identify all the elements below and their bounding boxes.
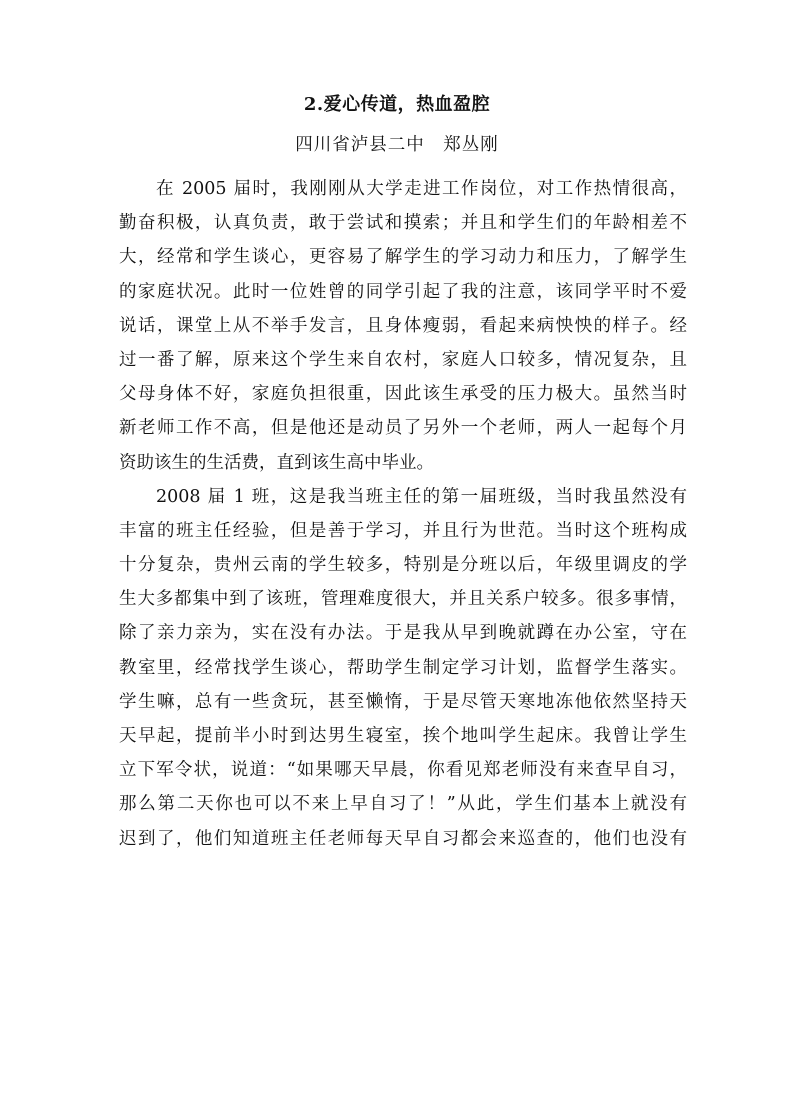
- article-title: 2.爱心传道，热血盈腔: [303, 94, 491, 115]
- text-line: 生大多都集中到了该班，管理难度很大，并且关系户较多。很多事情，: [119, 589, 687, 610]
- text-line: 立下军令状，说道：“如果哪天早晨，你看见郑老师没有来查早自习，: [119, 760, 687, 781]
- author-byline: 四川省泸县二中 郑丛刚: [295, 135, 499, 155]
- text-line: 迟到了，他们知道班主任老师每天早自习都会来巡查的，他们也没有: [119, 828, 687, 849]
- paragraph: [119, 480, 687, 856]
- text-line: 大，经常和学生谈心，更容易了解学生的学习动力和压力，了解学生: [119, 247, 687, 268]
- text-line: 的家庭状况。此时一位姓曾的同学引起了我的注意，该同学平时不爱: [119, 281, 687, 302]
- text-line: 在 2005 届时，我刚刚从大学走进工作岗位，对工作热情很高，: [156, 179, 687, 199]
- text-line: 说话，课堂上从不举手发言，且身体瘦弱，看起来病怏怏的样子。经: [119, 315, 687, 336]
- text-line: 2008 届 1 班，这是我当班主任的第一届班级，当时我虽然没有: [156, 486, 687, 507]
- text-line: 资助该生的生活费，直到该生高中毕业。: [119, 452, 434, 473]
- text-line: 勤奋积极，认真负责，敢于尝试和摸索；并且和学生们的年龄相差不: [119, 213, 687, 234]
- text-line: 天早起，提前半小时到达男生寝室，挨个地叫学生起床。我曾让学生: [119, 726, 687, 746]
- paragraph: [119, 172, 687, 480]
- text-line: 十分复杂，贵州云南的学生较多，特别是分班以后，年级里调皮的学: [119, 555, 687, 576]
- text-line: 父母身体不好，家庭负担很重，因此该生承受的压力极大。虽然当时: [119, 384, 687, 405]
- text-line: 那么第二天你也可以不来上早自习了！”从此，学生们基本上就没有: [119, 794, 687, 815]
- text-line: 教室里，经常找学生谈心，帮助学生制定学习计划，监督学生落实。: [119, 657, 687, 678]
- text-line: 学生嘛，总有一些贪玩，甚至懒惰，于是尽管天寒地冻他依然坚持天: [119, 691, 687, 712]
- article-body: [119, 172, 687, 856]
- text-line: 丰富的班主任经验，但是善于学习，并且行为世范。当时这个班构成: [119, 520, 687, 541]
- text-line: 过一番了解，原来这个学生来自农村，家庭人口较多，情况复杂，且: [119, 349, 687, 370]
- text-line: 除了亲力亲为，实在没有办法。于是我从早到晚就蹲在办公室，守在: [119, 623, 687, 644]
- text-line: 新老师工作不高，但是他还是动员了另外一个老师，两人一起每个月: [119, 418, 687, 439]
